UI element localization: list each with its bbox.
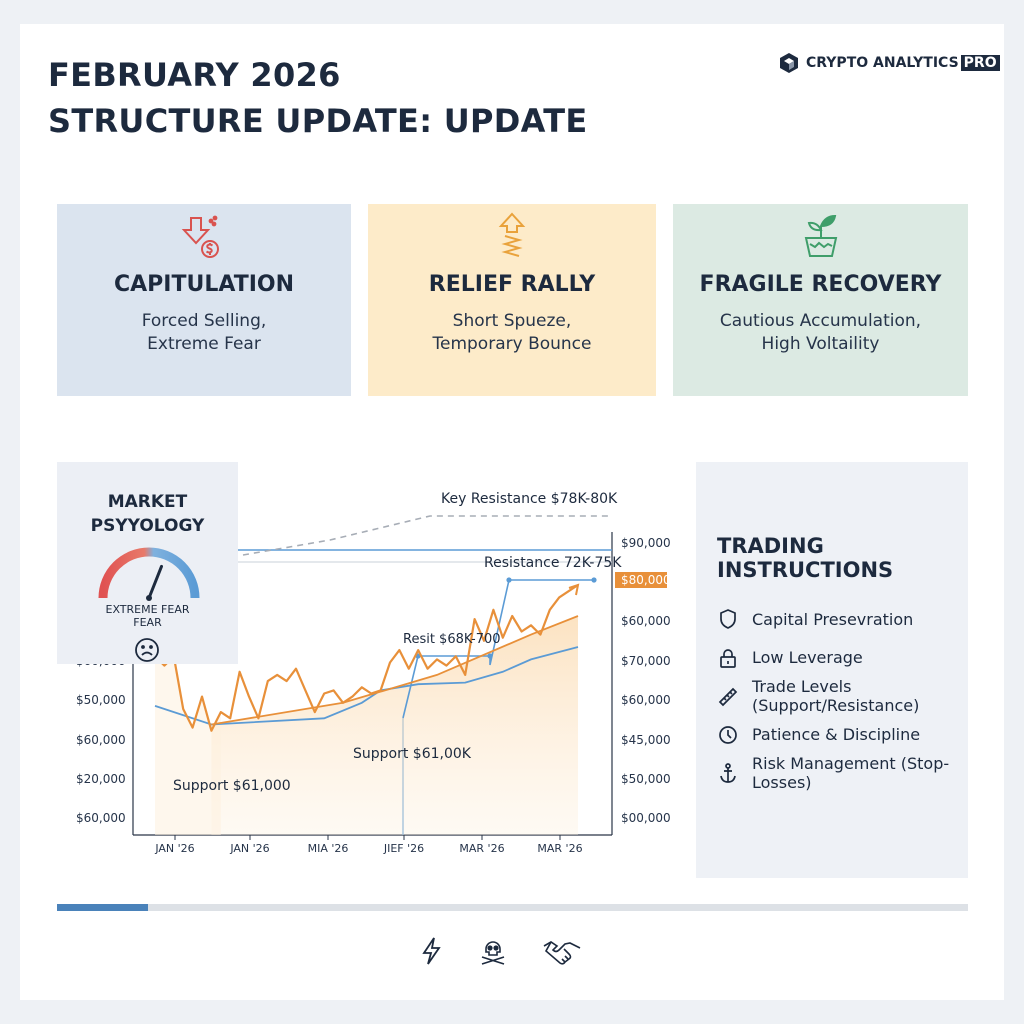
psychology-title-line-1: MARKET [107,492,188,512]
instruction-label: Patience & Discipline [752,725,921,745]
gauge-label-line-1: EXTREME FEAR [105,603,190,616]
resistance-point [506,577,511,582]
x-tick-label: JAN '26 [155,842,195,855]
gauge-needle [149,566,162,598]
y-right-tick-label: $70,000 [621,654,671,668]
gauge-label [57,603,238,629]
x-tick-label: JAN '26 [230,842,270,855]
y-left-tick-label: $60,000 [76,811,126,825]
instruction-label: Trade Levels (Support/Resistance) [752,677,920,716]
y-left-tick-label: $20,000 [76,772,126,786]
title-line-1: FEBRUARY 2026 [48,56,341,94]
phase-description-line-1: Short Spueze, [452,311,572,331]
instruction-label: Capital Presevration [752,609,914,629]
chart-annotation: Support $61,000 [173,778,291,794]
phase-title: CAPITULATION [114,272,294,297]
brand-name: CRYPTO ANALYTICS [806,55,959,71]
y-right-tick-label: $60,000 [621,614,671,628]
phase-description-line-2: Temporary Bounce [432,334,592,354]
y-right-tick-label: $50,000 [621,772,671,786]
x-tick-label: JIEF '26 [383,842,425,855]
price-area [155,656,221,835]
chart-annotation: Resit $68K-700 [403,632,501,647]
y-left-tick-label: $60,000 [76,733,126,747]
phase-description-line-1: Cautious Accumulation, [719,311,922,331]
brand-tag: PRO [961,55,1000,71]
chart-annotation: Key Resistance $78K-80K [441,491,618,507]
psychology-title [57,490,238,538]
chart-annotation: Support $61,00K [353,746,471,762]
x-tick-label: MIA '26 [307,842,349,855]
phase-description-line-2: Extreme Fear [147,334,261,354]
resistance-point [591,577,596,582]
key-resistance-dashed-line [243,516,612,555]
phase-description-line-2: High Voltaility [761,334,880,354]
y-right-tick-label: $90,000 [621,536,671,550]
instruction-label: Risk Management (Stop-Losses) [752,754,950,793]
y-right-tick-label: $00,000 [621,811,671,825]
phase-title: RELIEF RALLY [428,272,596,297]
phase-description-line-1: Forced Selling, [141,311,267,331]
psychology-title-line-2: PSYYOLOGY [90,516,205,536]
resistance-point [487,653,492,658]
fear-gauge [95,540,203,604]
title-line-2: STRUCTURE UPDATE: UPDATE [48,102,588,140]
y-right-tick-label: $80,000 [621,573,671,587]
trend-area [211,616,578,835]
chart-annotation: Resistance 72K-75K [484,555,622,571]
instruction-label: Low Leverage [752,648,863,668]
sad-face-icon [134,637,160,663]
gauge-label-line-2: FEAR [133,616,162,629]
instructions-title: TRADING INSTRUCTIONS [717,534,894,582]
phase-title: FRAGILE RECOVERY [699,272,942,297]
x-tick-label: MAR '26 [459,842,505,855]
y-right-tick-label: $60,000 [621,693,671,707]
market-psychology-panel [57,462,238,664]
y-right-tick-label: $45,000 [621,733,671,747]
x-tick-label: MAR '26 [537,842,583,855]
y-left-tick-label: $50,000 [76,693,126,707]
